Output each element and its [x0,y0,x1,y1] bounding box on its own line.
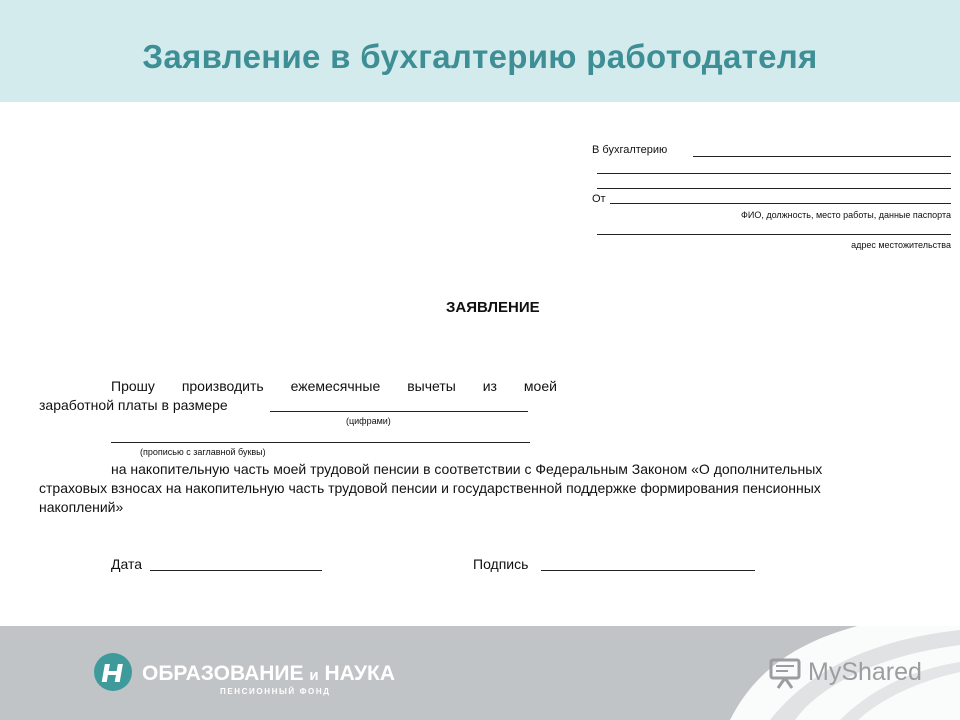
word: Прошу [111,378,155,394]
fund-logo-icon [93,652,133,692]
amount-words-field[interactable] [111,442,530,443]
paragraph-line-3: накоплений» [39,499,124,515]
address-field[interactable] [597,234,951,235]
body-line-2: заработной платы в размере [39,397,228,413]
word: из [482,378,497,394]
to-accounting-field[interactable] [693,156,951,157]
from-field[interactable] [610,203,951,204]
presentation-board-icon [768,656,804,690]
logo-word-1: ОБРАЗОВАНИЕ [142,662,304,685]
paragraph-line-1: на накопительную часть моей трудовой пенсии в соответствии с Федеральным Законом «О дополнительных [111,461,823,477]
page-title: Заявление в бухгалтерию работодателя [142,38,818,75]
paragraph-line-2: страховых взносах на накопительную часть трудовой пенсии и государственной поддержке формирования пенсионных [39,480,821,496]
doc-heading: ЗАЯВЛЕНИЕ [446,299,540,316]
date-field[interactable] [150,570,322,571]
word: ежемесячные [290,378,381,394]
blank-line-1[interactable] [597,173,951,174]
word: моей [523,378,557,394]
address-caption: адрес местожительства [851,240,951,250]
logo-word-2: НАУКА [324,662,396,685]
amount-digits-field[interactable] [270,411,528,412]
words-caption: (прописью с заглавной буквы) [140,447,266,457]
watermark-text: MyShared [808,658,922,686]
logo-subtitle: ПЕНСИОННЫЙ ФОНД [220,687,331,696]
word: вычеты [407,378,456,394]
signature-label: Подпись [473,556,529,572]
logo-conjunction: и [309,667,319,684]
digits-caption: (цифрами) [346,416,391,426]
to-accounting-label: В бухгалтерию [592,144,668,156]
blank-line-2[interactable] [597,188,951,189]
body-line-1 [111,377,557,396]
to-accounting-row [592,144,667,156]
from-row [592,193,606,205]
fio-caption: ФИО, должность, место работы, данные паспорта [741,210,951,220]
signature-field[interactable] [541,570,755,571]
from-label: От [592,193,606,205]
word: производить [181,378,264,394]
logo-text [142,662,395,686]
date-label: Дата [111,556,143,572]
